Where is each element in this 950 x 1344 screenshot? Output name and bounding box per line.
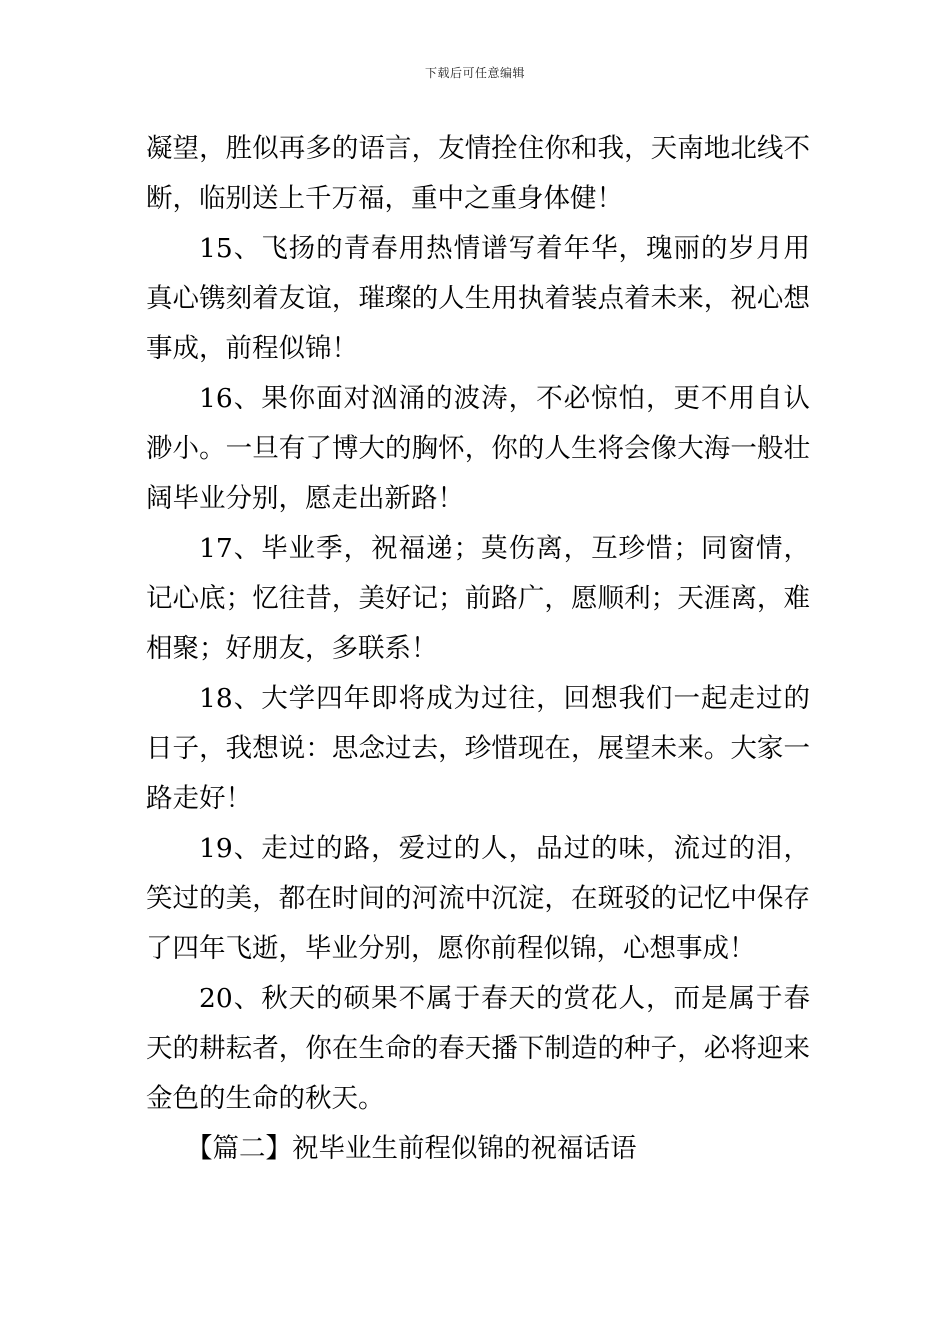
page-header: 下载后可任意编辑 <box>424 66 525 80</box>
paragraph-17: 17、毕业季，祝福递；莫伤离，互珍惜；同窗情，记心底；忆往昔，美好记；前路广，愿顺利；天涯离，难相聚；好朋友，多联系！ <box>146 533 810 664</box>
paragraph-20: 20、秋天的硕果不属于春天的赏花人，而是属于春天的耕耘者，你在生命的春天播下制造的种子，必将迎来金色的生命的秋天。 <box>146 983 810 1114</box>
paragraph-16: 16、果你面对汹涌的波涛，不必惊怕，更不用自认渺小。一旦有了博大的胸怀，你的人生将会像大海一般壮阔毕业分别，愿走出新路！ <box>146 383 810 514</box>
paragraph-19: 19、走过的路，爱过的人，品过的味，流过的泪，笑过的美，都在时间的河流中沉淀，在斑驳的记忆中保存了四年飞逝，毕业分别，愿你前程似锦，心想事成！ <box>146 833 810 964</box>
paragraph-15: 15、飞扬的青春用热情谱写着年华，瑰丽的岁月用真心镌刻着友谊，璀璨的人生用执着装点着未来，祝心想事成，前程似锦！ <box>146 233 810 364</box>
section-heading: 【篇二】祝毕业生前程似锦的祝福话语 <box>186 1133 637 1164</box>
paragraph-18: 18、大学四年即将成为过往，回想我们一起走过的日子，我想说：思念过去，珍惜现在，展望未来。大家一路走好！ <box>146 683 810 814</box>
paragraph-continuation: 凝望，胜似再多的语言，友情拴住你和我，天南地北线不断，临别送上千万福，重中之重身体健！ <box>146 133 810 214</box>
document-body <box>146 124 810 1174</box>
